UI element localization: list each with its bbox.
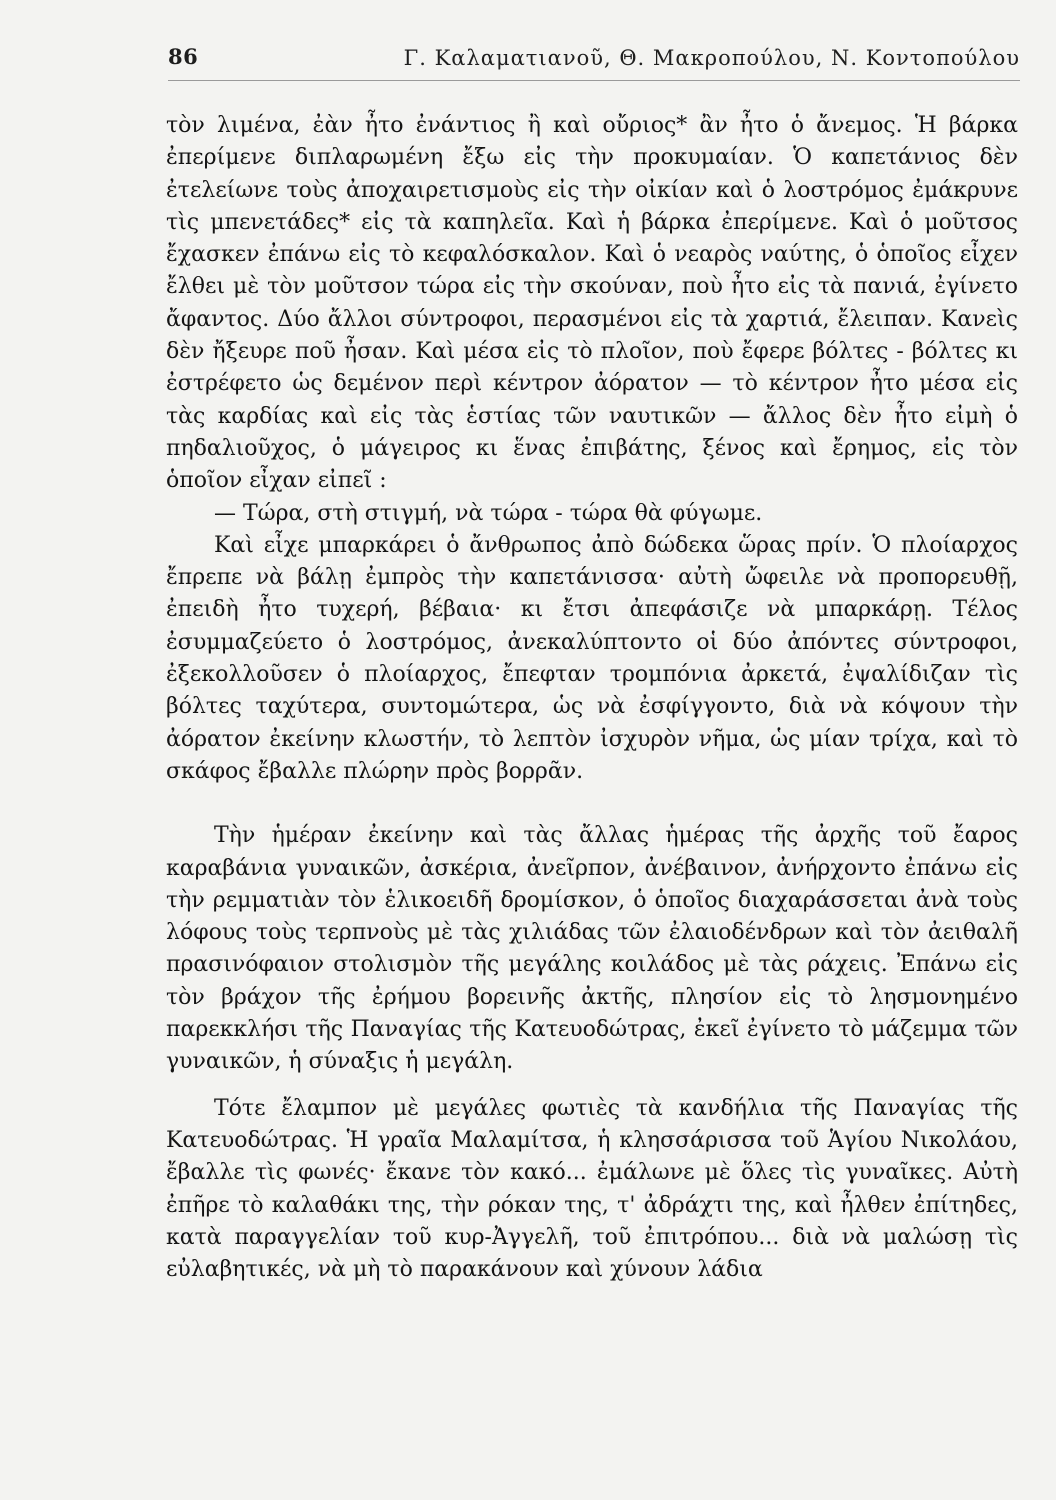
page-number: 86 xyxy=(168,44,199,69)
header-rule xyxy=(168,80,1020,81)
running-head: Γ. Καλαματιανοῦ, Θ. Μακροπούλου, Ν. Κοντοπούλου xyxy=(403,46,1020,70)
page-header xyxy=(168,44,1020,80)
body-text xyxy=(166,110,1018,1286)
paragraph-2: Καὶ εἶχε μπαρκάρει ὁ ἄνθρωπος ἀπὸ δώδεκα ὥρας πρίν. Ὁ πλοίαρχος ἔπρεπε νὰ βάλῃ ἐμπρὸς τὴν καπετάνισσα· αὐτὴ ὤφειλε νὰ προπορευθῇ, ἐπειδὴ ἦτο τυχερή, βέβαια· κι ἔτσι ἀπεφάσιζε νὰ μπαρκάρῃ. Τέλος ἐσυμμαζεύετο ὁ λοστρόμος, ἀνεκαλύπτοντο οἱ δύο ἀπόντες σύντροφοι, ἐξεκολλοῦσεν ὁ πλοίαρχος, ἔπεφταν τρομπόνια ἀρκετά, ἐψαλίδιζαν τὶς βόλτες ταχύτερα, συντομώτερα, ὡς νὰ ἐσφίγγοντο, διὰ νὰ κόψουν τὴν ἀόρατον ἐκείνην κλωστήν, τὸ λεπτὸν ἰσχυρὸν νῆμα, ὡς μίαν τρίχα, καὶ τὸ σκάφος ἔβαλλε πλώρην πρὸς βορρᾶν. xyxy=(166,532,1018,784)
paragraph-4: Τότε ἔλαμπον μὲ μεγάλες φωτιὲς τὰ κανδήλια τῆς Παναγίας τῆς Κατευοδώτρας. Ἡ γραῖα Μαλαμίτσα, ἡ κλησσάρισσα τοῦ Ἁγίου Νικολάου, ἔβαλλε τὶς φωνές· ἔκανε τὸν κακό... ἐμάλωνε μὲ ὅλες τὶς γυναῖκες. Αὐτὴ ἐπῆρε τὸ καλαθάκι της, τὴν ρόκαν της, τ' ἀδράχτι της, καὶ ἦλθεν ἐπίτηδες, κατὰ παραγγελίαν τοῦ κυρ-Ἀγγελῆ, τοῦ ἐπιτρόπου... διὰ νὰ μαλώσῃ τὶς εὐλαβητικές, νὰ μὴ τὸ παρακάνουν καὶ χύνουν λάδια xyxy=(166,1095,1018,1283)
paragraph-1: τὸν λιμένα, ἐὰν ἦτο ἐνάντιος ἢ καὶ οὔριος* ἂν ἦτο ὁ ἄνεμος. Ἡ βάρκα ἐπερίμενε διπλαρωμένη ἔξω εἰς τὴν προκυμαίαν. Ὁ καπετάνιος δὲν ἐτελείωνε τοὺς ἀποχαιρετισμοὺς εἰς τὴν οἰκίαν καὶ ὁ λοστρόμος ἐμάκρυνε τὶς μπενετάδες* εἰς τὰ καπηλεῖα. Καὶ ἡ βάρκα ἐπερίμενε. Καὶ ὁ μοῦτσος ἔχασκεν ἐπάνω εἰς τὸ κεφαλόσκαλον. Καὶ ὁ νεαρὸς ναύτης, ὁ ὁποῖος εἶχεν ἔλθει μὲ τὸν μοῦτσον τώρα εἰς τὴν σκούναν, ποὺ ἦτο εἰς τὰ πανιά, ἐγίνετο ἄφαντος. Δύο ἄλλοι σύντροφοι, περασμένοι εἰς τὰ χαρτιά, ἔλειπαν. Κανεὶς δὲν ἤξευρε ποῦ ἦσαν. Καὶ μέσα εἰς τὸ πλοῖον, ποὺ ἔφερε βόλτες - βόλτες κι ἐστρέφετο ὡς δεμένον περὶ κέντρον ἀόρατον — τὸ κέντρον ἦτο μέσα εἰς τὰς καρδίας καὶ εἰς τὰς ἑστίας τῶν ναυτικῶν — ἄλλος δὲν ἦτο εἰμὴ ὁ πηδαλιοῦχος, ὁ μάγειρος κι ἕνας ἐπιβάτης, ξένος καὶ ἔρημος, εἰς τὸν ὁποῖον εἶχαν εἰπεῖ : xyxy=(166,113,1018,494)
dialogue-line: — Τώρα, στὴ στιγμή, νὰ τώρα - τώρα θὰ φύγωμε. xyxy=(214,500,763,526)
paragraph-3: Τὴν ἡμέραν ἐκείνην καὶ τὰς ἄλλας ἡμέρας τῆς ἀρχῆς τοῦ ἔαρος καραβάνια γυναικῶν, ἀσκέρια, ἀνεῖρπον, ἀνέβαινον, ἀνήρχοντο ἐπάνω εἰς τὴν ρεμματιὰν τὸν ἑλικοειδῆ δρομίσκον, ὁ ὁποῖος διαχαράσσεται ἀνὰ τοὺς λόφους τοὺς τερπνοὺς μὲ τὰς χιλιάδας τῶν ἐλαιοδένδρων καὶ τὸν ἀειθαλῆ πρασινόφαιον στολισμὸν τῆς μεγάλης κοιλάδος μὲ τὰς ράχεις. Ἐπάνω εἰς τὸν βράχον τῆς ἐρήμου βορεινῆς ἀκτῆς, πλησίον εἰς τὸ λησμονημένο παρεκκλήσι τῆς Παναγίας τῆς Κατευοδώτρας, ἐκεῖ ἐγίνετο τὸ μάζεμμα τῶν γυναικῶν, ἡ σύναξις ἡ μεγάλη. xyxy=(166,823,1018,1075)
